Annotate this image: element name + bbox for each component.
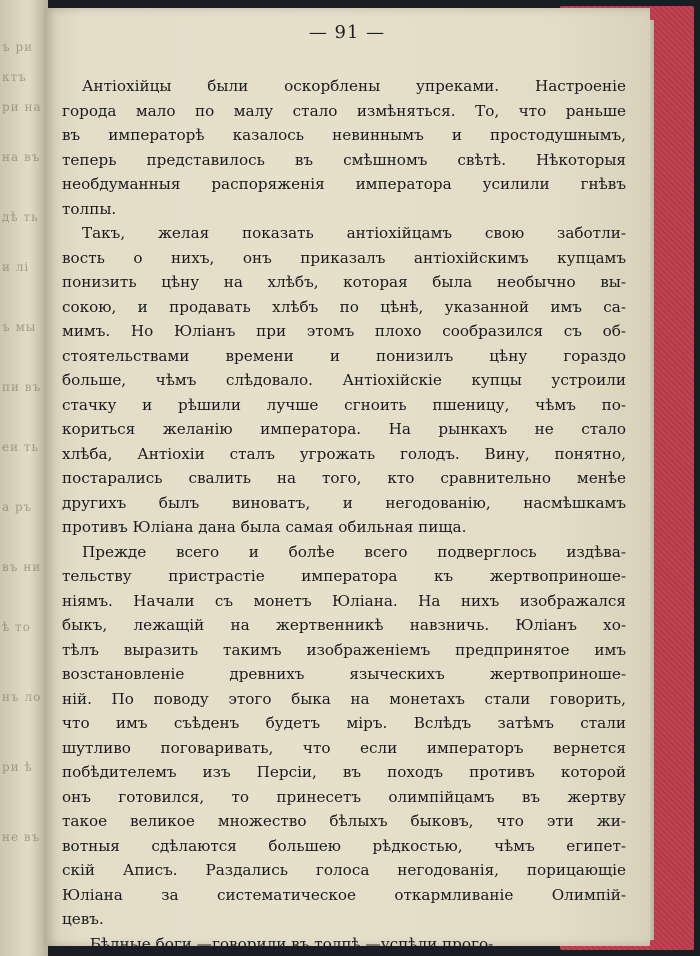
paragraph bbox=[62, 932, 626, 956]
text-line: Такъ, желая показать антіохійцамъ свою заботли- bbox=[82, 224, 626, 242]
text-line: побѣдителемъ изъ Персіи, въ походъ противъ которой bbox=[62, 763, 626, 781]
text-line: постарались свалить на того, кто сравнительно менѣе bbox=[62, 469, 626, 487]
text-line: кориться желанію императора. На рынкахъ не стало bbox=[62, 420, 626, 438]
text-line: тѣлъ выразить такимъ изображеніемъ предпринятое имъ bbox=[62, 640, 626, 659]
text-line: больше, чѣмъ слѣдовало. Антіохійскіе купцы устроили bbox=[62, 371, 626, 389]
paragraph bbox=[62, 74, 626, 221]
text-line: стоятельствами времени и понизилъ цѣну гораздо bbox=[62, 346, 626, 365]
text-line: мимъ. Но Юліанъ при этомъ плохо сообразился съ об- bbox=[62, 322, 626, 340]
text-line: ніямъ. Начали съ монетъ Юліана. На нихъ изображался bbox=[62, 591, 626, 610]
text-line: тельству пристрастіе императора къ жертвоприноше- bbox=[62, 567, 626, 585]
text-line: скій Аписъ. Раздались голоса негодованія, порицающіе bbox=[62, 861, 626, 879]
text-line: шутливо поговаривать, что если императоръ вернется bbox=[62, 738, 626, 757]
paragraph bbox=[62, 540, 626, 932]
text-line: города мало по малу стало измѣняться. То, что раньше bbox=[62, 101, 626, 120]
text-line: толпы. bbox=[62, 199, 117, 218]
text-line: противъ Юліана дана была самая обильная пища. bbox=[62, 518, 467, 536]
text-line: другихъ былъ виноватъ, и негодованію, насмѣшкамъ bbox=[62, 493, 626, 512]
text-line: что имъ съѣденъ будетъ міръ. Вслѣдъ затѣмъ стали bbox=[62, 714, 626, 732]
page-body-text bbox=[62, 74, 626, 956]
text-line: необдуманныя распоряженія императора усилили гнѣвъ bbox=[62, 175, 626, 193]
text-line: ній. По поводу этого быка на монетахъ стали говорить, bbox=[62, 689, 626, 708]
paragraph bbox=[62, 221, 626, 540]
text-line: хлѣба, Антіохіи сталъ угрожать голодъ. Вину, понятно, bbox=[62, 444, 626, 463]
text-line: Прежде всего и болѣе всего подверглось издѣва- bbox=[82, 542, 626, 561]
facing-page-fragment: ъ ри ктъ ри на на въ дѣ ть и лі ъ мы пи въ еи ть а ръ въ ни ѣ то нъ ло ри ѣ не въ bbox=[0, 0, 48, 956]
book-page bbox=[44, 8, 650, 953]
text-line: понизить цѣну на хлѣбъ, которая была необычно вы- bbox=[62, 273, 626, 291]
text-line: Антіохійцы были оскорблены упреками. Настроеніе bbox=[82, 77, 626, 95]
page-number: — 91 — bbox=[308, 22, 386, 43]
text-line: сокою, и продавать хлѣбъ по цѣнѣ, указанной имъ са- bbox=[62, 297, 626, 316]
text-line: быкъ, лежащій на жертвенникѣ навзничь. Юліанъ хо- bbox=[62, 616, 626, 634]
text-line: возстановленіе древнихъ языческихъ жертвоприноше- bbox=[62, 665, 626, 683]
text-line: вость о нихъ, онъ приказалъ антіохійскимъ купцамъ bbox=[62, 248, 626, 267]
text-line: въ императорѣ казалось невиннымъ и простодушнымъ, bbox=[62, 126, 626, 144]
text-line: цевъ. bbox=[62, 910, 104, 928]
text-line: теперь представилось въ смѣшномъ свѣтѣ. Нѣкоторыя bbox=[62, 150, 626, 169]
text-line: такое великое множество бѣлыхъ быковъ, что эти жи- bbox=[62, 812, 626, 830]
text-line: стачку и рѣшили лучше сгноить пшеницу, чѣмъ по- bbox=[62, 395, 626, 414]
text-line: „Бѣдные боги,—говорили въ толпѣ,—успѣли прого- bbox=[82, 934, 494, 953]
text-line: вотныя сдѣлаются большею рѣдкостью, чѣмъ египет- bbox=[62, 836, 626, 855]
text-line: Юліана за систематическое откармливаніе Олимпій- bbox=[62, 885, 626, 904]
text-line: онъ готовился, то принесетъ олимпійцамъ въ жертву bbox=[62, 787, 626, 806]
